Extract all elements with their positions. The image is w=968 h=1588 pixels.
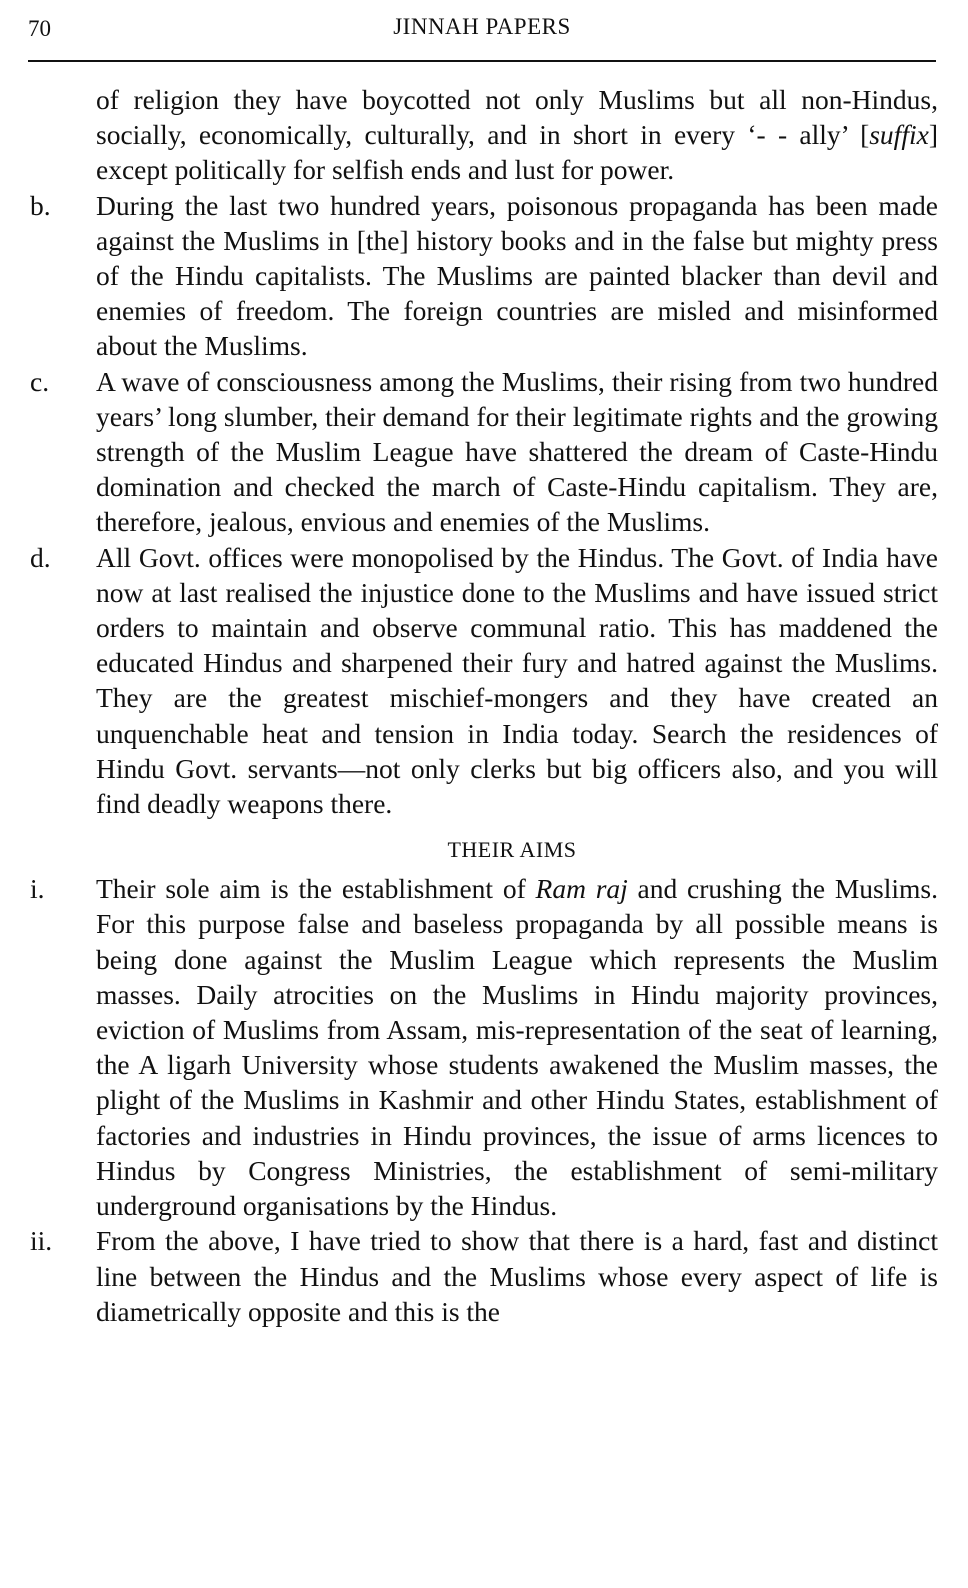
item-text	[96, 871, 938, 1223]
aim-item	[30, 1223, 938, 1329]
text-run: and crushing the Muslims. For this purpose false and baseless propaganda by all possible means is being done against the Muslim League which represents the Muslim masses. Daily atrocities on the Muslims in Hindu majority provinces, eviction of Muslims from Assam, mis-representation of the seat of learning, the A ligarh University whose students awakened the Muslim masses, the plight of the Muslims in Kashmir and other Hindu States, establishment of factories and industries in Hindu provinces, the issue of arms licences to Hindus by Congress Ministries, the establishment of semi-military underground organisations by the Hindus.	[96, 873, 938, 1222]
text-run: During the last two hundred years, poisonous propaganda has been made against the Muslims in [the] history books and in the false but mighty press of the Hindu capitalists. The Muslims are painted blacker than devil and enemies of freedom. The foreign countries are misled and misinformed about the Muslims.	[96, 189, 938, 362]
item-text	[96, 1223, 938, 1329]
paragraph-list	[30, 82, 938, 821]
list-item	[30, 82, 938, 188]
text-run: Their sole aim is the establishment of	[96, 873, 536, 905]
item-text	[96, 364, 938, 540]
list-item	[30, 188, 938, 364]
italic-text: Ram raj	[535, 873, 628, 905]
item-text	[96, 188, 938, 364]
list-item	[30, 540, 938, 822]
text-run: A wave of consciousness among the Muslims, their rising from two hundred years’ long slumber, their demand for their legitimate rights and the growing strength of the Muslim League have shattered the dream of Caste-Hindu domination and checked the march of Caste-Hindu capitalism. They are, therefore, jealous, envious and enemies of the Muslims.	[96, 365, 938, 538]
page-header	[28, 14, 936, 50]
text-run: All Govt. offices were monopolised by the Hindus. The Govt. of India have now at last realised the injustice done to the Muslims and have issued strict orders to maintain and observe communal ratio. This has maddened the educated Hindus and sharpened their fury and hatred against the Muslims. They are the greatest mischief-mongers and they have created an unquenchable heat and tension in India today. Search the residences of Hindu Govt. servants—not only clerks but big officers also, and you will find deadly weapons there.	[96, 541, 938, 820]
item-text	[96, 82, 938, 188]
italic-text: suffix	[869, 119, 929, 151]
running-head-title: JINNAH PAPERS	[393, 14, 571, 39]
page-number: 70	[28, 16, 51, 41]
item-label: i.	[30, 873, 45, 905]
text-run: From the above, I have tried to show that there is a hard, fast and distinct line between the Hindus and the Muslims whose every aspect of life is diametrically opposite and this is the	[96, 1225, 938, 1327]
item-label: c.	[30, 365, 50, 397]
item-label	[30, 82, 96, 188]
item-label: b.	[30, 189, 51, 221]
section-heading: THEIR AIMS	[447, 837, 577, 863]
item-text	[96, 540, 938, 822]
aims-list	[30, 871, 938, 1329]
item-label: d.	[30, 541, 51, 573]
list-item	[30, 364, 938, 540]
text-run: of religion they have boycotted not only Muslims but all non-Hindus, socially, economically, culturally, and in short in every ‘- - ally’ [	[96, 84, 938, 151]
page-body	[30, 82, 938, 1329]
header-rule	[28, 60, 936, 62]
aim-item	[30, 871, 938, 1223]
item-label: ii.	[30, 1225, 53, 1257]
text-run: ] except politically for selfish ends and lust for power.	[96, 119, 938, 186]
